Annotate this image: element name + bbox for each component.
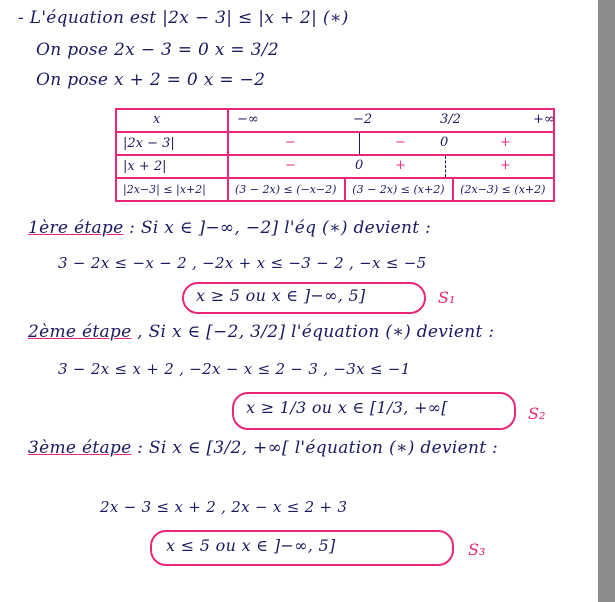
step2-text: , Si x ∈ [−2, 3/2] l'équation (∗) devient : (137, 322, 495, 342)
sign-minus: − (395, 135, 406, 150)
case-cell-3: (2x−3) ≤ (x+2) (453, 178, 554, 201)
step2-result: x ≥ 1/3 ou x ∈ [1/3, +∞[ (246, 398, 448, 417)
sign-table (115, 108, 555, 202)
header-three-halves: 3/2 (440, 112, 461, 127)
step1-solution-tag: S₁ (438, 288, 456, 307)
header-axis (228, 109, 554, 132)
dashed-divider (445, 156, 446, 177)
divider-line (359, 133, 360, 154)
sign-minus: − (285, 158, 296, 173)
step1-heading: 1ère étape (28, 218, 124, 238)
step3-heading: 3ème étape (28, 438, 132, 458)
step2-heading: 2ème étape (28, 322, 132, 342)
step3-calc: 2x − 3 ≤ x + 2 , 2x − x ≤ 2 + 3 (100, 498, 348, 516)
row-label-2x-3: |2x − 3| (116, 132, 228, 155)
sign-plus: + (395, 158, 406, 173)
step3-line (28, 438, 498, 458)
pose-line-1: On pose 2x − 3 = 0 x = 3/2 (36, 40, 279, 60)
header-plus-inf: +∞ (533, 112, 555, 127)
step1-result: x ≥ 5 ou x ∈ ]−∞, 5] (196, 286, 366, 305)
sign-plus: + (500, 135, 511, 150)
sign-minus: − (285, 135, 296, 150)
sign-plus: + (500, 158, 511, 173)
table-row (116, 178, 554, 201)
step2-calc: 3 − 2x ≤ x + 2 , −2x − x ≤ 2 − 3 , −3x ≤ −1 (58, 360, 411, 378)
step3-result: x ≤ 5 ou x ∈ ]−∞, 5] (166, 536, 336, 555)
table-row (116, 155, 554, 178)
step1-text: : Si x ∈ ]−∞, −2] l'éq (∗) devient : (129, 218, 432, 238)
step1-line (28, 218, 431, 238)
header-minus-inf: −∞ (237, 112, 259, 127)
step3-solution-tag: S₃ (468, 540, 486, 559)
step2-solution-tag: S₂ (528, 404, 546, 423)
case-cell-2: (3 − 2x) ≤ (x+2) (345, 178, 453, 201)
row-label-inequality: |2x−3| ≤ |x+2| (116, 178, 228, 201)
step2-line (28, 322, 494, 342)
zero-mark: 0 (440, 135, 449, 150)
scan-edge-shadow (598, 0, 615, 602)
header-minus-two: −2 (353, 112, 373, 127)
case-cell-1: (3 − 2x) ≤ (−x−2) (228, 178, 345, 201)
table-row (116, 132, 554, 155)
table-header-row (116, 109, 554, 132)
pose-line-2: On pose x + 2 = 0 x = −2 (36, 70, 266, 90)
row-label-x+2: |x + 2| (116, 155, 228, 178)
equation-statement: - L'équation est |2x − 3| ≤ |x + 2| (∗) (18, 8, 349, 28)
step3-text: : Si x ∈ [3/2, +∞[ l'équation (∗) devient : (137, 438, 499, 458)
zero-mark: 0 (355, 158, 364, 173)
header-x: x (116, 109, 228, 132)
step1-calc: 3 − 2x ≤ −x − 2 , −2x + x ≤ −3 − 2 , −x ≤ −5 (58, 254, 427, 272)
